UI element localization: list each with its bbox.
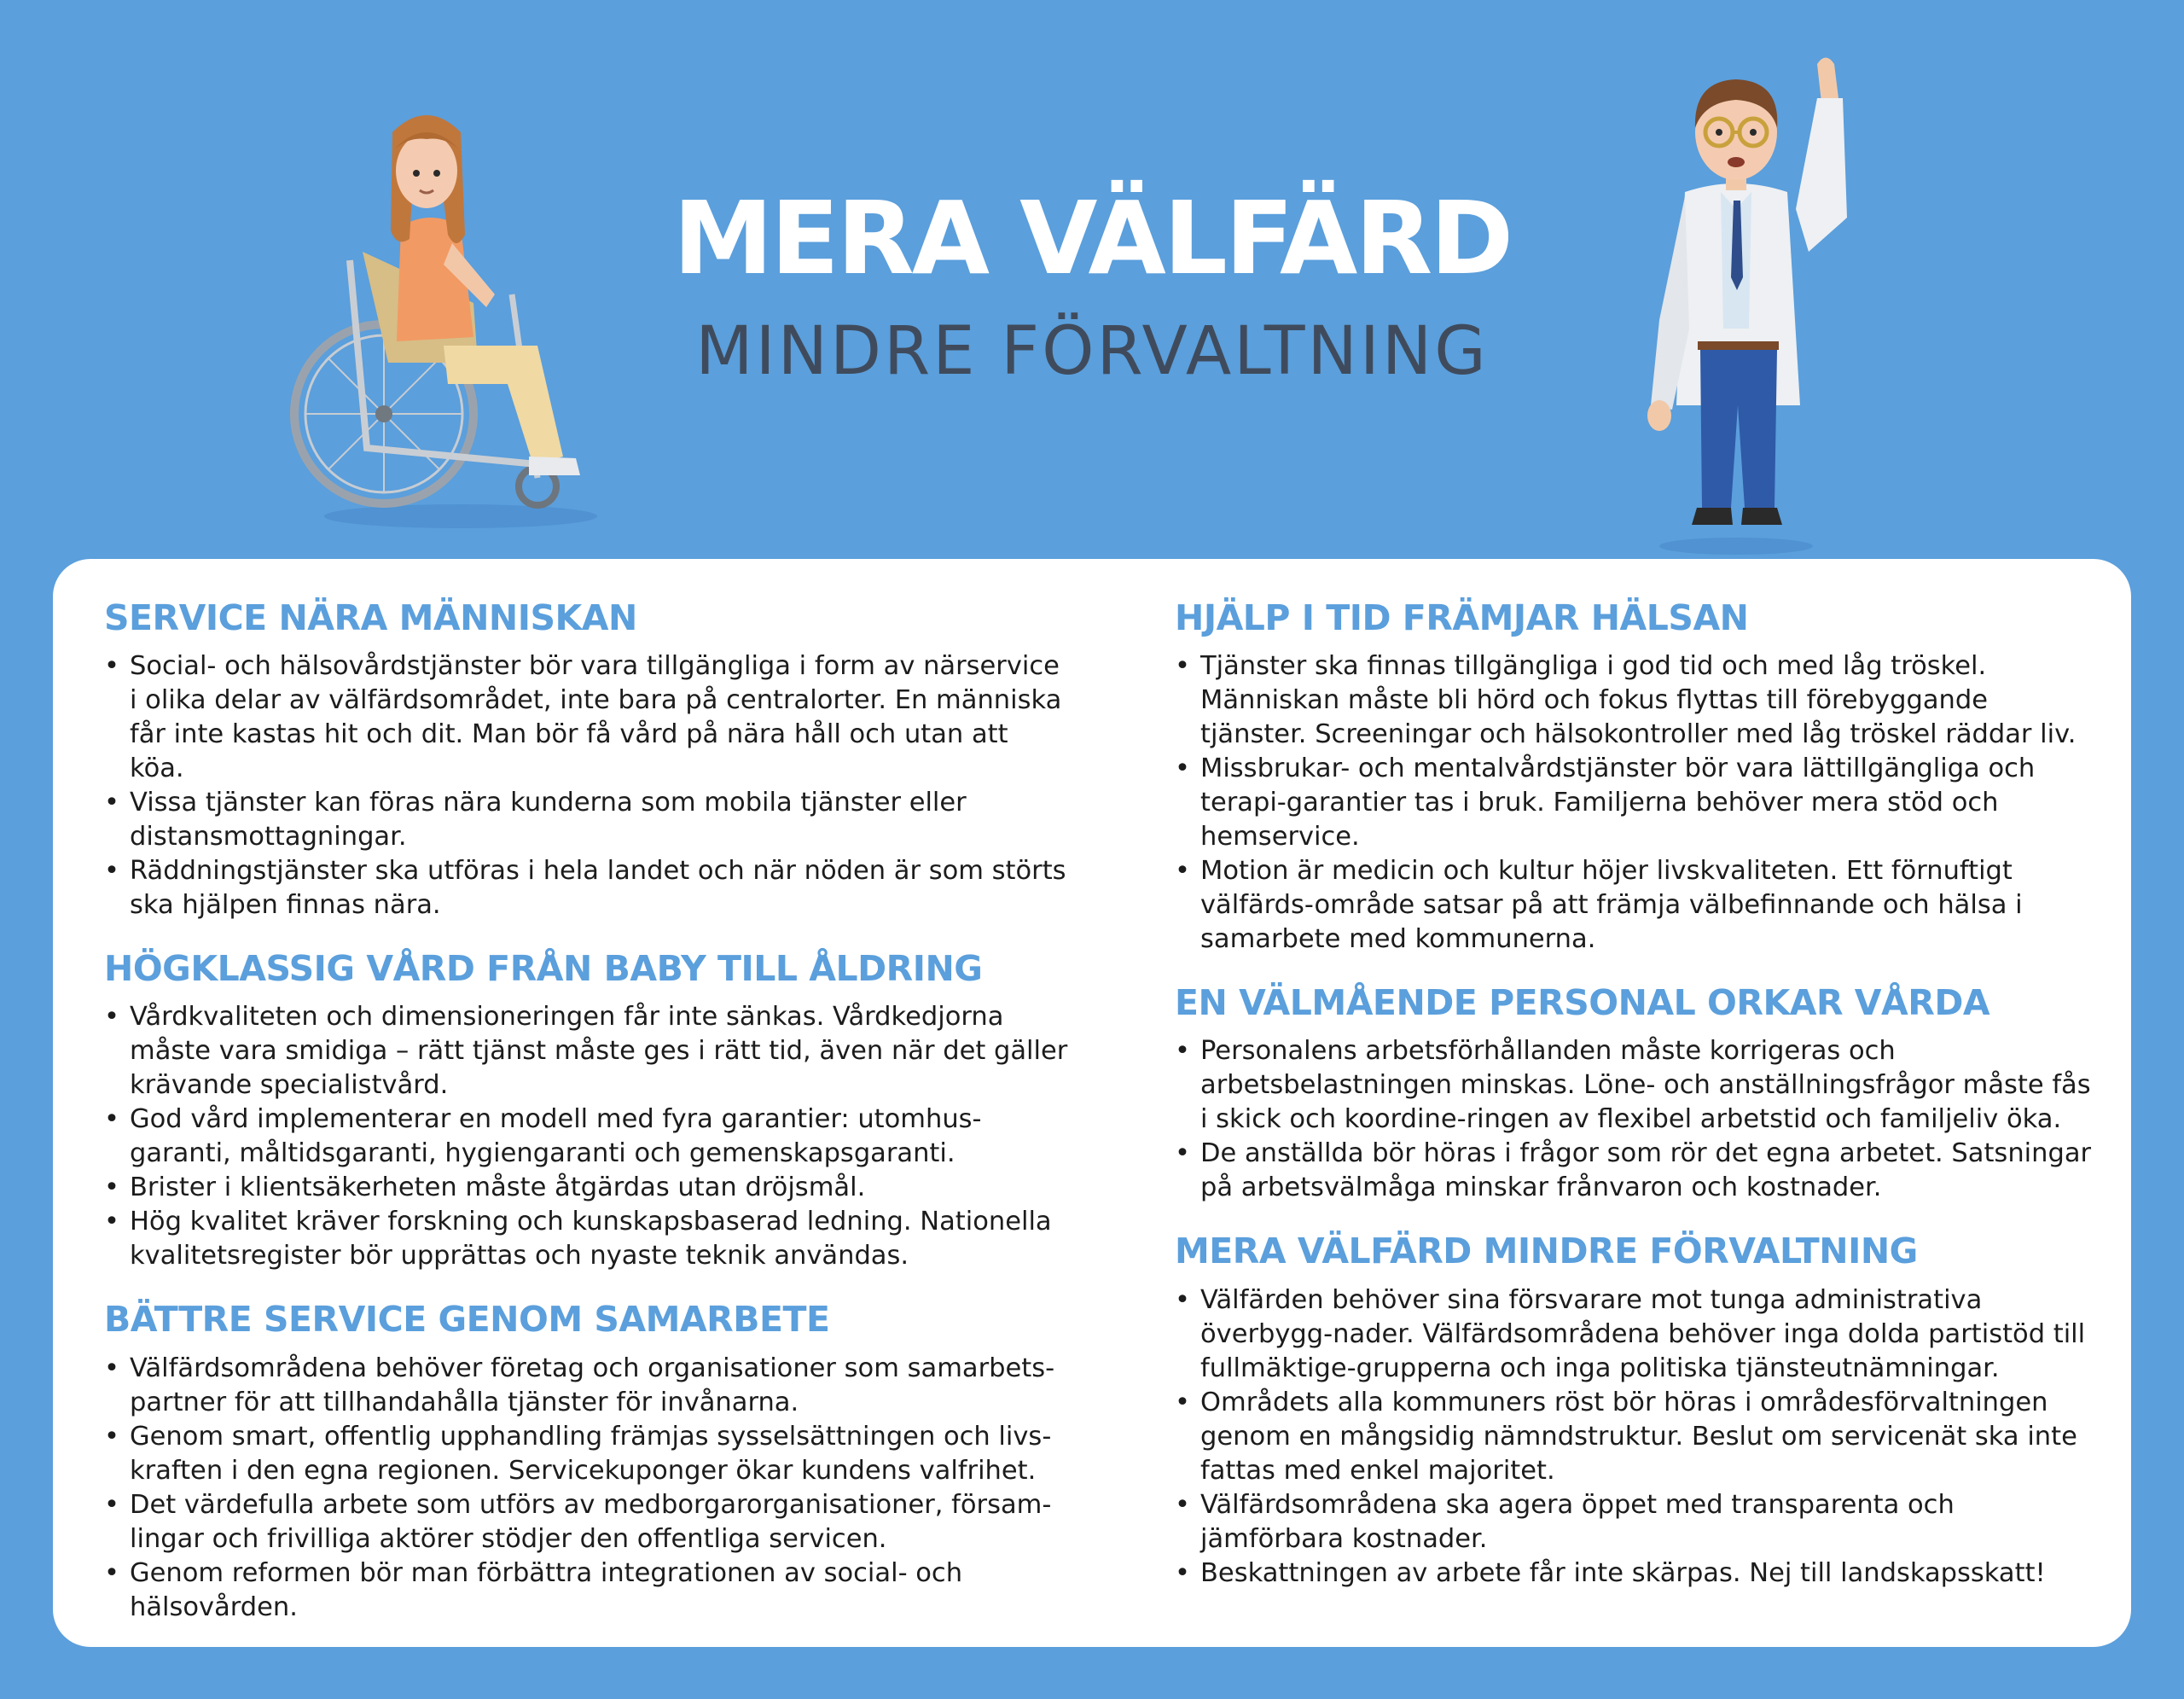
- section-hjalp-i-tid: [1175, 597, 2096, 957]
- bullet-item: • Hög kvalitet kräver forskning och kunskapsbaserad ledning. Nationella kvalitetsregister bör upprättas och nyaste teknik användas.: [104, 1205, 1068, 1273]
- bullet-item: • De anställda bör höras i frågor som rör det egna arbetet. Satsningar på arbetsvälmåga minskar frånvaron och kostnader.: [1175, 1137, 2096, 1205]
- bullet-item: • Missbrukar- och mentalvårdstjänster bör vara lättillgängliga och terapi-garantier tas i bruk. Familjerna behöver mera stöd och hemservice.: [1175, 752, 2096, 854]
- section-valmaende-personal: [1175, 982, 2096, 1205]
- bullet-item: • Genom smart, offentlig upphandling främjas sysselsättningen och livs-kraften i den egna regionen. Servicekuponger ökar kundens valfrihet.: [104, 1420, 1068, 1488]
- section-service-nara: [104, 597, 1068, 922]
- bullet-item: • Tjänster ska finnas tillgängliga i god tid och med låg tröskel. Människan måste bli hörd och fokus flyttas till förebyggande tjänster. Screeningar och hälsokontroller med låg tröskel räddar liv.: [1175, 649, 2096, 752]
- bullet-item: • Motion är medicin och kultur höjer livskvaliteten. Ett förnuftigt välfärds-område satsar på att främja välbefinnande och hälsa i samarbete med kommunerna.: [1175, 854, 2096, 957]
- wheelchair-woman-illustration: [282, 90, 623, 533]
- section-title: MERA VÄLFÄRD MINDRE FÖRVALTNING: [1175, 1231, 1918, 1272]
- bullet-item: • God vård implementerar en modell med fyra garantier: utomhus-garanti, måltidsgaranti, hygiengaranti och gemenskapsgaranti.: [104, 1103, 1068, 1171]
- section-title: HÖGKLASSIG VÅRD FRÅN BABY TILL ÅLDRING: [104, 948, 983, 990]
- bullet-list: [1175, 1034, 2096, 1205]
- section-battre-service: [104, 1299, 1068, 1624]
- bullet-item: • Genom reformen bör man förbättra integrationen av social- och hälsovården.: [104, 1556, 1068, 1625]
- bullet-item: • Personalens arbetsförhållanden måste korrigeras och arbetsbelastningen minskas. Löne- och anställningsfrågor måste fås i skick och koordine-ringen av flexibel arbetstid och familjeliv öka.: [1175, 1034, 2096, 1137]
- section-hogklassig-vard: [104, 948, 1068, 1273]
- bullet-list: [104, 649, 1068, 922]
- bullet-list: [1175, 1283, 2096, 1591]
- bullet-item: • Välfärden behöver sina försvarare mot tunga administrativa överbygg-nader. Välfärdsområdena behöver inga dolda partistöd till fullmäktige-grupperna och inga politiska tjänsteutnämningar.: [1175, 1283, 2096, 1386]
- bullet-item: • Social- och hälsovårdstjänster bör vara tillgängliga i form av närservice i olika delar av välfärdsområdet, inte bara på centralorter. En människa får inte kastas hit och dit. Man bör få vård på nära håll och utan att köa.: [104, 649, 1068, 786]
- bullet-list: [104, 1352, 1068, 1625]
- page-subtitle: MINDRE FÖRVALTNING: [695, 313, 1489, 390]
- bullet-item: • Välfärdsområdena behöver företag och organisationer som samarbets-partner för att tillhandahålla tjänster för invånarna.: [104, 1352, 1068, 1420]
- bullet-item: • Vissa tjänster kan föras nära kunderna som mobila tjänster eller distansmottagningar.: [104, 786, 1068, 854]
- bullet-item: • Områdets alla kommuners röst bör höras i områdesförvaltningen genom en mångsidig nämndstruktur. Beslut om servicenät ska inte fattas med enkel majoritet.: [1175, 1386, 2096, 1488]
- bullet-item: • Räddningstjänster ska utföras i hela landet och när nöden är som störts ska hjälpen finnas nära.: [104, 854, 1068, 922]
- section-title: SERVICE NÄRA MÄNNISKAN: [104, 597, 637, 638]
- section-title: EN VÄLMÅENDE PERSONAL ORKAR VÅRDA: [1175, 982, 1990, 1024]
- section-title: BÄTTRE SERVICE GENOM SAMARBETE: [104, 1299, 830, 1341]
- bullet-item: • Vårdkvaliteten och dimensioneringen får inte sänkas. Vårdkedjorna måste vara smidiga – rätt tjänst måste ges i rätt tid, även när det gäller krävande specialistvård.: [104, 1000, 1068, 1103]
- bullet-item: • Beskattningen av arbete får inte skärpas. Nej till landskapsskatt!: [1175, 1556, 2096, 1591]
- page-title: MERA VÄLFÄRD: [672, 179, 1512, 297]
- bullet-list: [104, 1000, 1068, 1273]
- header: [0, 0, 2184, 563]
- bullet-item: • Det värdefulla arbete som utförs av medborgarorganisationer, försam-lingar och frivilliga aktörer stödjer den offentliga servicen.: [104, 1488, 1068, 1556]
- left-column: [104, 597, 1068, 1650]
- right-column: [1175, 597, 2096, 1616]
- bullet-item: • Brister i klientsäkerheten måste åtgärdas utan dröjsmål.: [104, 1171, 1068, 1205]
- section-mera-valfard: [1175, 1231, 2096, 1590]
- section-title: HJÄLP I TID FRÄMJAR HÄLSAN: [1175, 597, 1749, 638]
- content-card: [53, 559, 2131, 1647]
- doctor-illustration: [1625, 47, 1856, 559]
- bullet-list: [1175, 649, 2096, 957]
- bullet-item: • Välfärdsområdena ska agera öppet med transparenta och jämförbara kostnader.: [1175, 1488, 2096, 1556]
